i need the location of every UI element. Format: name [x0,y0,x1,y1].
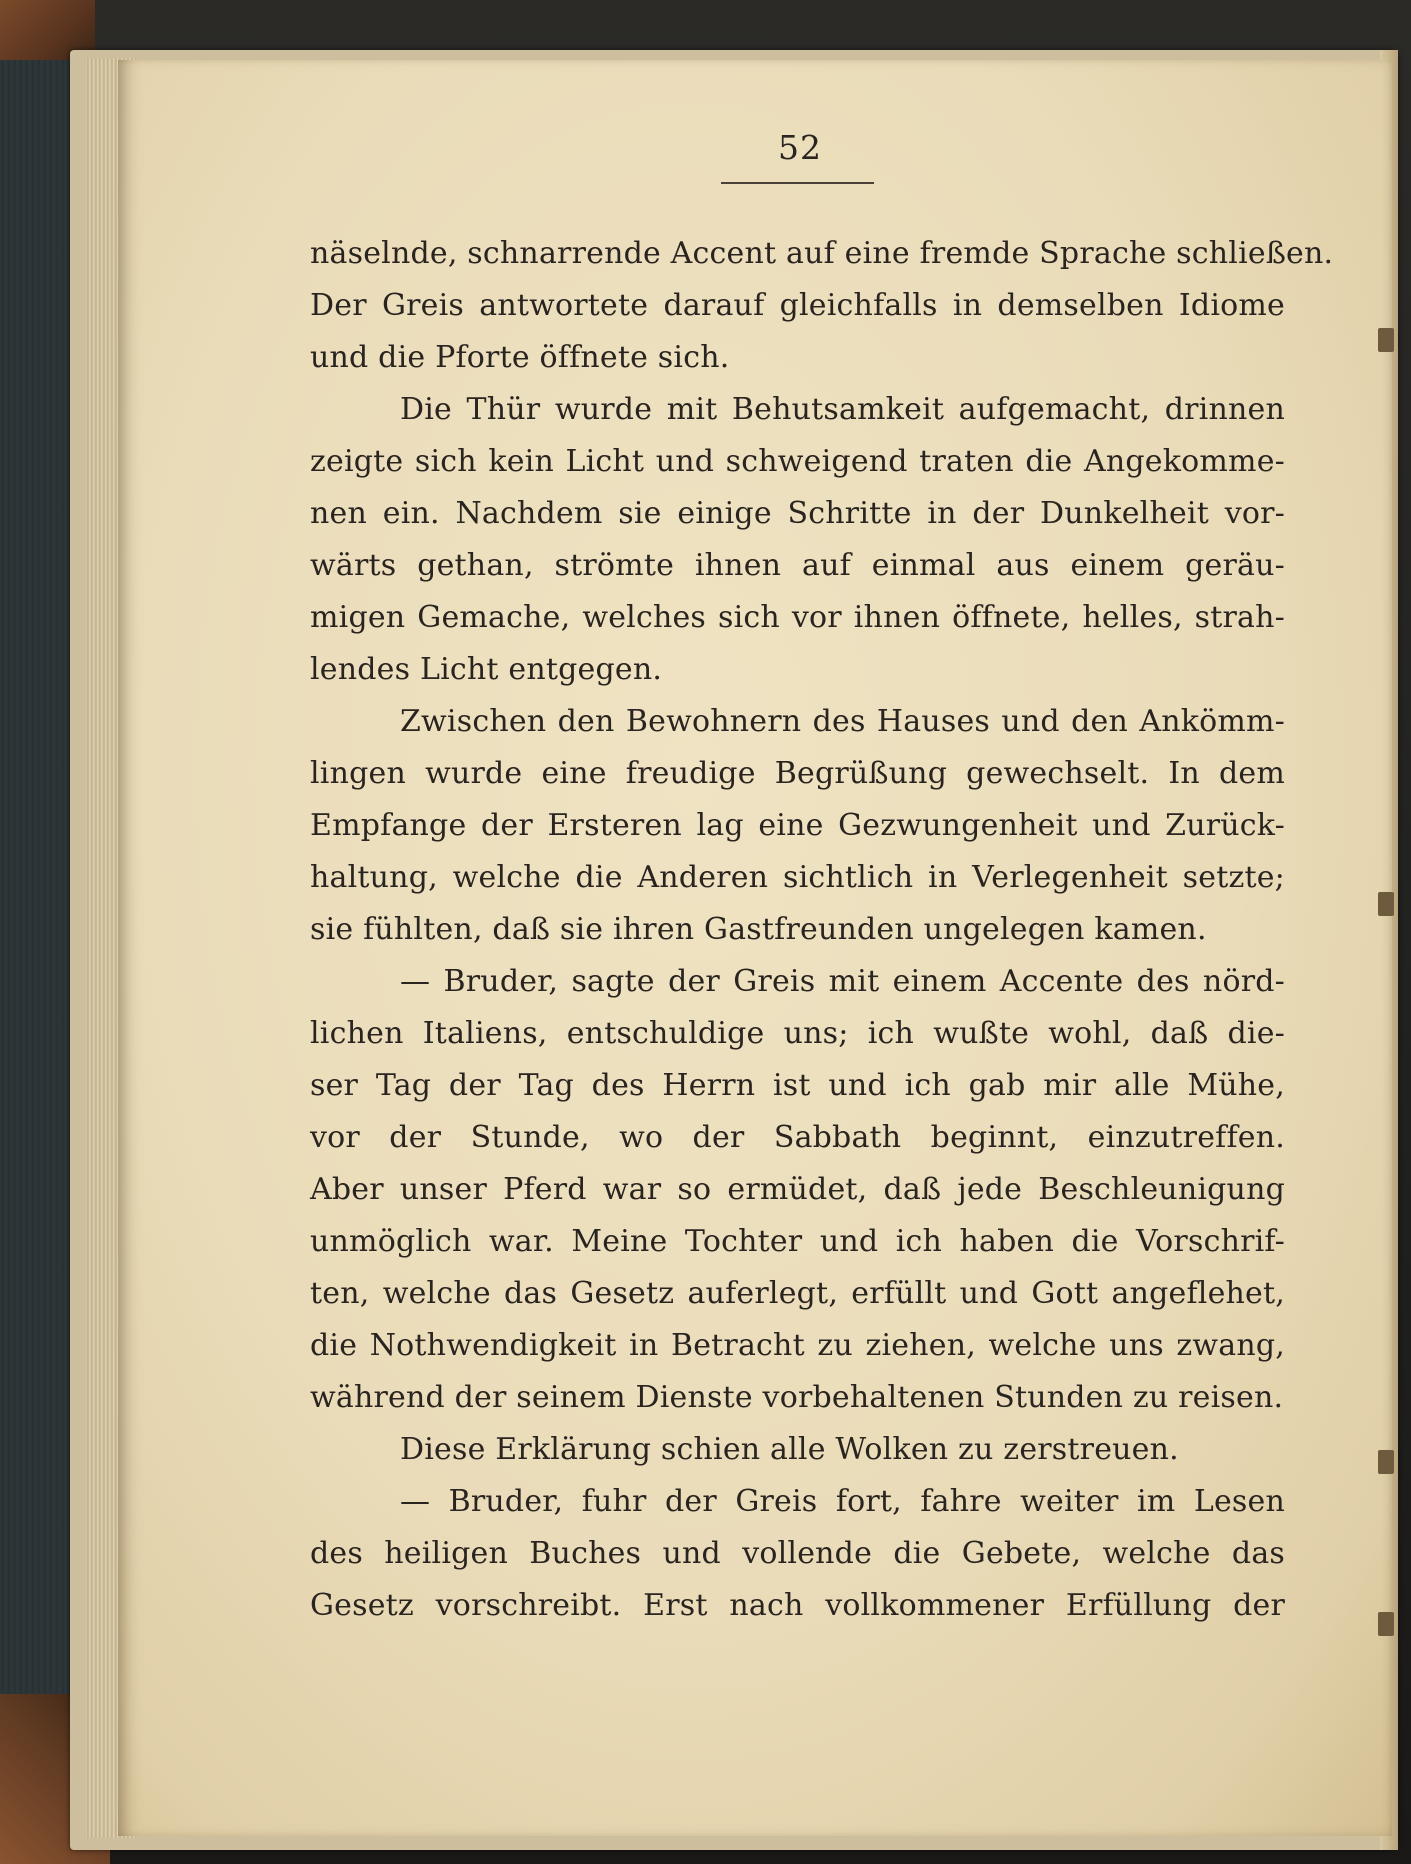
text-line: — Bruder, sagte der Greis mit einem Accente des nörd- [400,964,1285,999]
text-line: Empfange der Ersteren lag eine Gezwungenheit und Zurück- [310,808,1285,843]
text-line: lichen Italiens, entschuldige uns; ich wußte wohl, daß die- [310,1016,1285,1051]
text-line: wärts gethan, strömte ihnen auf einmal aus einem geräu- [310,548,1285,583]
text-line: lingen wurde eine freudige Begrüßung gewechselt. In dem [310,756,1285,791]
header-rule [721,182,874,184]
text-line: Gesetz vorschreibt. Erst nach vollkommener Erfüllung der [310,1588,1285,1623]
text-line: Zwischen den Bewohnern des Hauses und den Ankömm- [400,704,1285,739]
text-line: Der Greis antwortete darauf gleichfalls in demselben Idiome [310,288,1285,323]
text-line: haltung, welche die Anderen sichtlich in Verlegenheit setzte; [310,860,1285,895]
page-number: 52 [778,128,822,167]
page-tab-marker [1378,328,1394,352]
text-line: des heiligen Buches und vollende die Gebete, welche das [310,1536,1285,1571]
page-tab-marker [1378,1450,1394,1474]
cover-cloth-spine [0,60,80,1694]
text-line: die Nothwendigkeit in Betracht zu ziehen, welche uns zwang, [310,1328,1285,1363]
text-line: ten, welche das Gesetz auferlegt, erfüllt und Gott angeflehet, [310,1276,1285,1311]
text-line: sie fühlten, daß sie ihren Gastfreunden ungelegen kamen. [310,912,1207,947]
text-line: zeigte sich kein Licht und schweigend traten die Angekomme- [310,444,1285,479]
text-line: migen Gemache, welches sich vor ihnen öffnete, helles, strah- [310,600,1285,635]
text-line: näselnde, schnarrende Accent auf eine fremde Sprache schließen. [310,236,1334,271]
page-tab-marker [1378,1612,1394,1636]
text-line: Aber unser Pferd war so ermüdet, daß jede Beschleunigung [310,1172,1285,1207]
text-line: während der seinem Dienste vorbehaltenen Stunden zu reisen. [310,1380,1284,1415]
page-tab-marker [1378,892,1394,916]
page-text [310,228,1334,1632]
text-line: unmöglich war. Meine Tochter und ich haben die Vorschrif- [310,1224,1285,1259]
text-line: — Bruder, fuhr der Greis fort, fahre weiter im Lesen [400,1484,1285,1519]
text-line: und die Pforte öffnete sich. [310,340,730,375]
text-line: lendes Licht entgegen. [310,652,663,687]
text-line: Diese Erklärung schien alle Wolken zu zerstreuen. [400,1432,1179,1467]
text-line: nen ein. Nachdem sie einige Schritte in der Dunkelheit vor- [310,496,1285,531]
text-line: vor der Stunde, wo der Sabbath beginnt, einzutreffen. [310,1120,1285,1155]
text-line: ser Tag der Tag des Herrn ist und ich gab mir alle Mühe, [310,1068,1285,1103]
text-line: Die Thür wurde mit Behutsamkeit aufgemacht, drinnen [400,392,1285,427]
